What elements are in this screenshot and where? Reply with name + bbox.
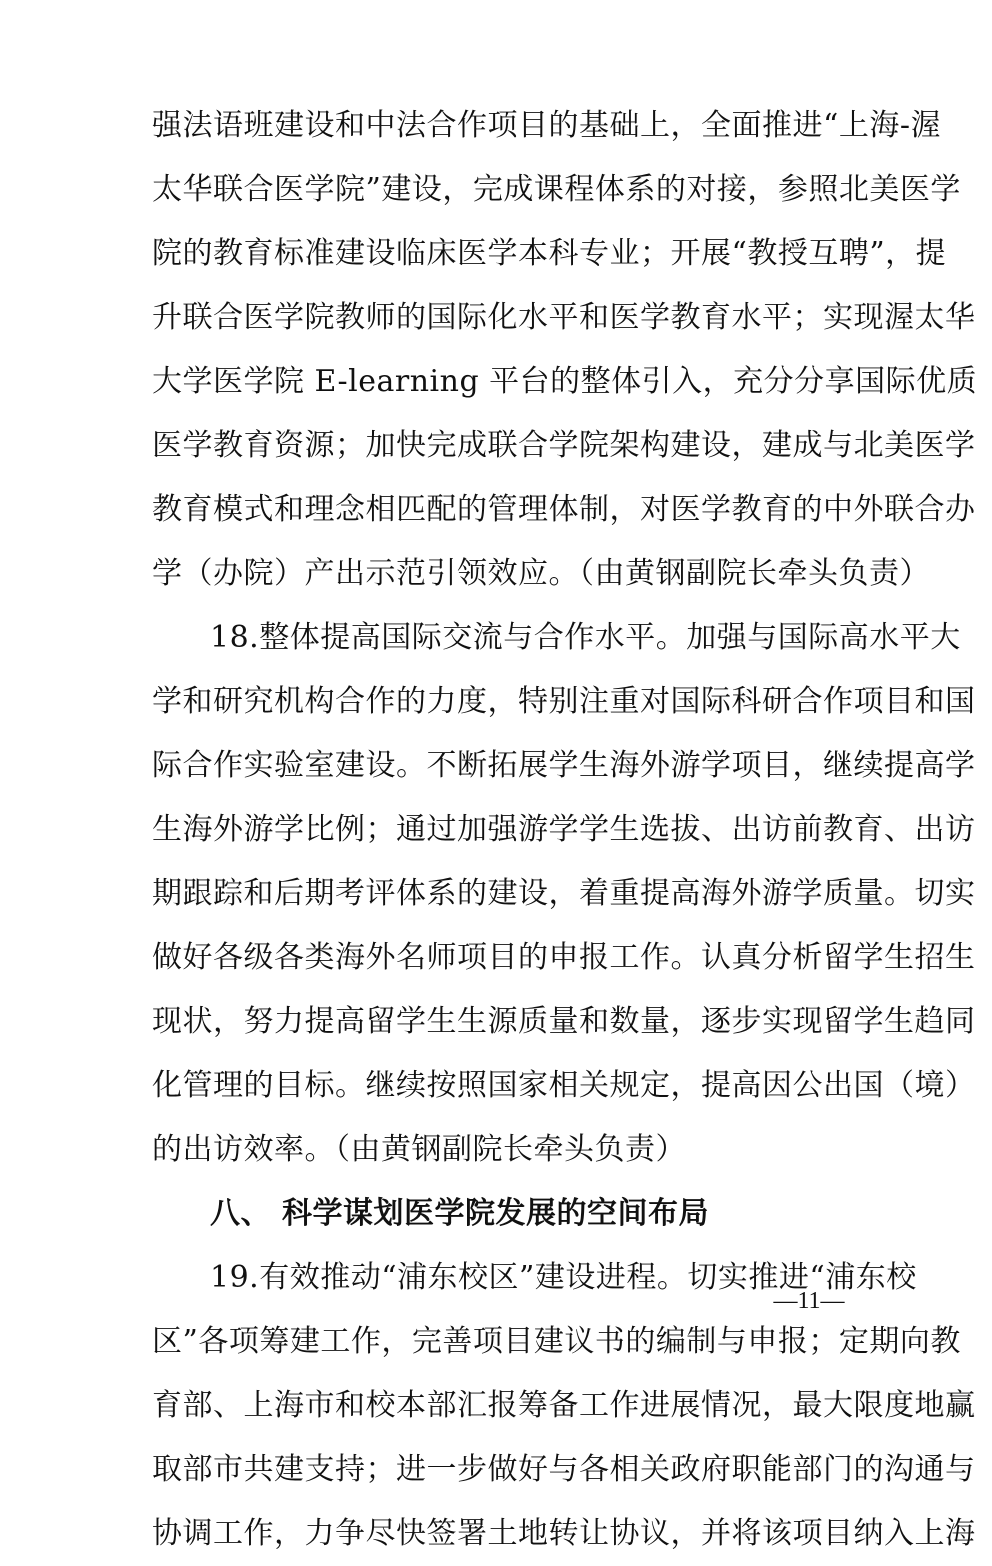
page-number: —11— [773, 1288, 845, 1314]
text-line: 医学教育资源；加快完成联合学院架构建设，建成与北美医学 [152, 428, 976, 463]
text-line: 强法语班建设和中法合作项目的基础上，全面推进“上海-渥 [152, 108, 941, 143]
text-line: 学（办院）产出示范引领效应。（由黄钢副院长牵头负责） [152, 556, 930, 591]
paragraph-1 [152, 94, 978, 606]
text-line: 化管理的目标。继续按照国家相关规定，提高因公出国（境） [152, 1068, 976, 1103]
text-line: 现状，努力提高留学生生源质量和数量，逐步实现留学生趋同 [152, 1004, 976, 1039]
text-line: 院的教育标准建设临床医学本科专业；开展“教授互聘”，提 [152, 236, 947, 271]
text-line: 育部、上海市和校本部汇报筹备工作进展情况，最大限度地赢 [152, 1388, 976, 1423]
text-line: 期跟踪和后期考评体系的建设，着重提高海外游学质量。切实 [152, 876, 976, 911]
text-line: 取部市共建支持；进一步做好与各相关政府职能部门的沟通与 [152, 1452, 976, 1487]
text-line: 协调工作，力争尽快签署土地转让协议，并将该项目纳入上海 [152, 1516, 976, 1551]
text-line: 18.整体提高国际交流与合作水平。加强与国际高水平大 [210, 620, 961, 655]
section-heading: 八、 科学谋划医学院发展的空间布局 [210, 1196, 709, 1231]
text-line: 际合作实验室建设。不断拓展学生海外游学项目，继续提高学 [152, 748, 976, 783]
text-line: 学和研究机构合作的力度，特别注重对国际科研合作项目和国 [152, 684, 976, 719]
text-line: 的出访效率。（由黄钢副院长牵头负责） [152, 1132, 686, 1167]
text-line: 大学医学院 E-learning 平台的整体引入，充分分享国际优质 [152, 364, 978, 399]
text-line: 做好各级各类海外名师项目的申报工作。认真分析留学生招生 [152, 940, 976, 975]
text-line: 教育模式和理念相匹配的管理体制，对医学教育的中外联合办 [152, 492, 976, 527]
text-line: 太华联合医学院”建设，完成课程体系的对接，参照北美医学 [152, 172, 961, 207]
text-line: 19.有效推动“浦东校区”建设进程。切实推进“浦东校 [210, 1260, 917, 1295]
paragraph-2 [152, 606, 976, 1182]
text-line: 升联合医学院教师的国际化水平和医学教育水平；实现渥太华 [152, 300, 976, 335]
body-text [152, 94, 978, 1566]
text-line: 生海外游学比例；通过加强游学学生选拔、出访前教育、出访 [152, 812, 976, 847]
text-line: 区”各项筹建工作，完善项目建议书的编制与申报；定期向教 [152, 1324, 961, 1359]
